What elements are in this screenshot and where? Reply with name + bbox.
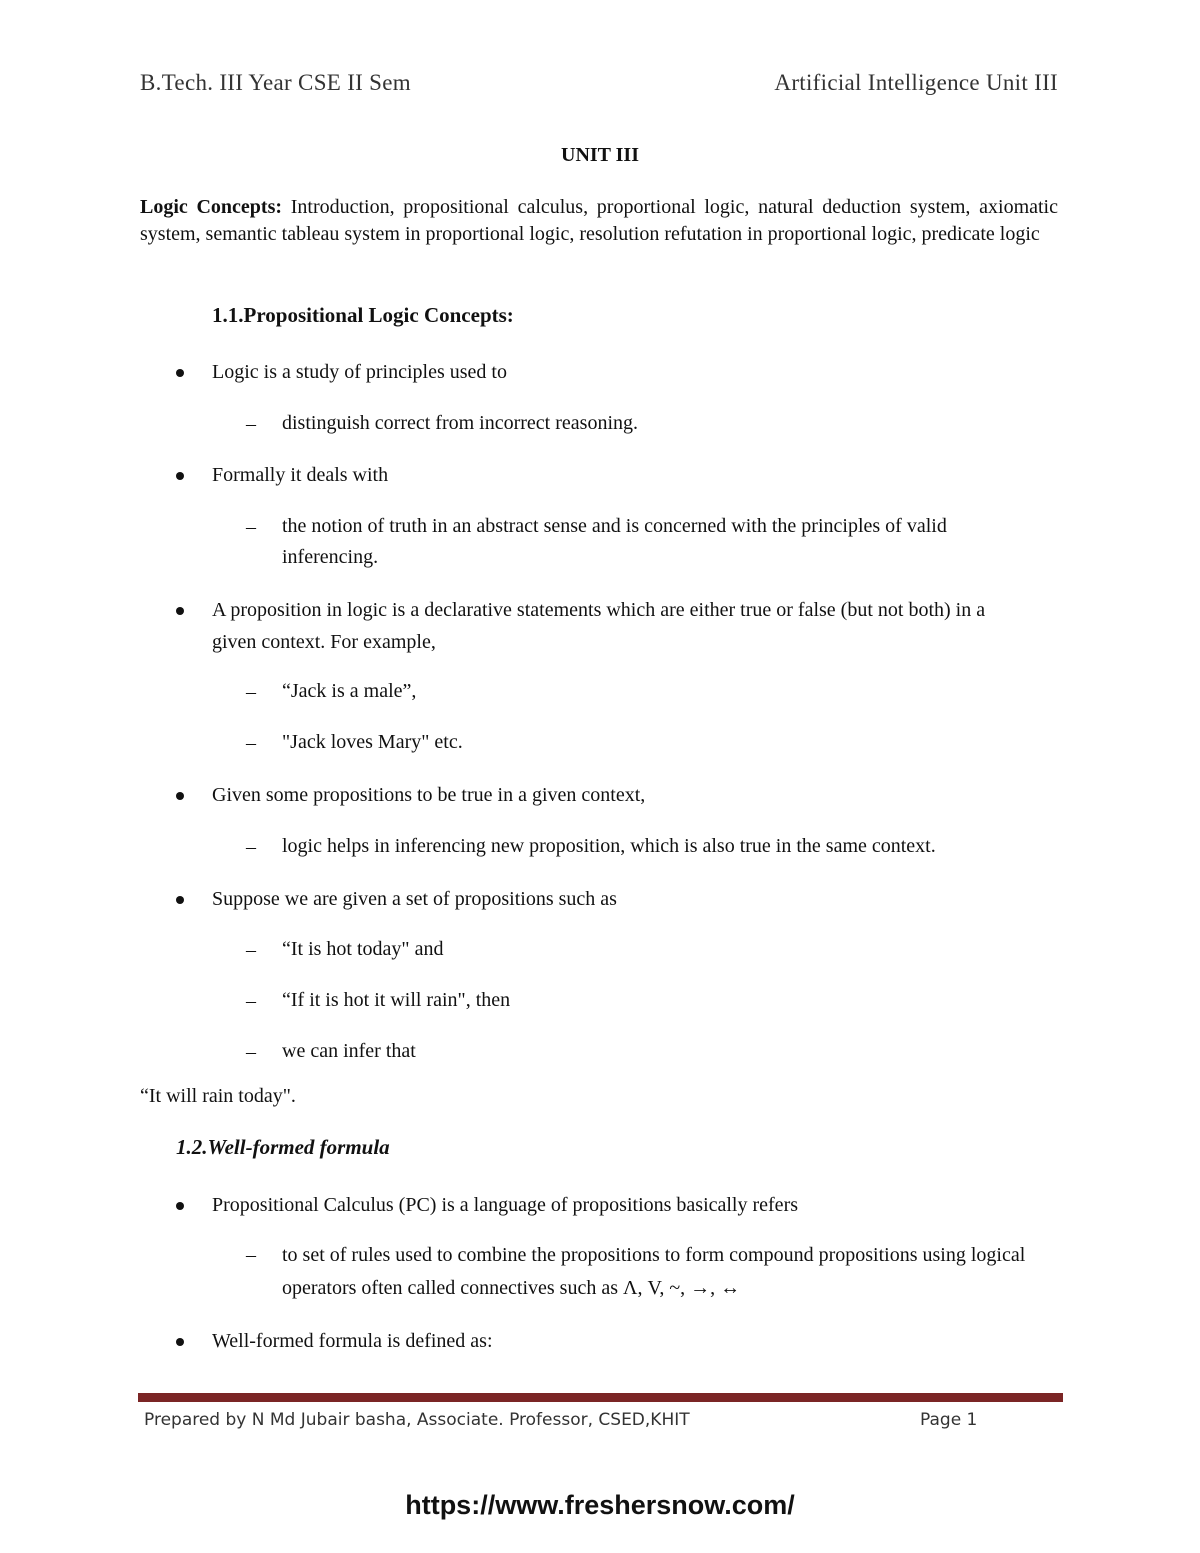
bullet-icon xyxy=(176,1202,184,1210)
sub-item-text: “Jack is a male”, xyxy=(282,680,417,702)
dash-icon: – xyxy=(246,836,256,858)
sub-item-text: “If it is hot it will rain", then xyxy=(282,989,511,1011)
intro-paragraph xyxy=(140,194,1058,248)
header-course: B.Tech. III Year CSE II Sem xyxy=(140,70,411,95)
dash-icon: – xyxy=(246,939,256,961)
sub-item-text: "Jack loves Mary" etc. xyxy=(282,731,463,753)
dash-icon: – xyxy=(246,516,256,538)
sub-item-text: logic helps in inferencing new proposition, which is also true in the same context. xyxy=(282,835,936,857)
bullet-text: Well-formed formula is defined as: xyxy=(212,1330,493,1352)
dash-icon: – xyxy=(246,1041,256,1063)
intro-text: Introduction, propositional calculus, proportional logic, natural deduction system, axiomatic system, semantic tableau system in proportional logic, resolution refutation in proportional logic, predicate logic xyxy=(140,196,1058,245)
bullet-icon xyxy=(176,792,184,800)
conclusion-text: “It will rain today". xyxy=(140,1085,296,1107)
dash-icon: – xyxy=(246,732,256,754)
bullet-icon xyxy=(176,896,184,904)
bullet-text: Logic is a study of principles used to xyxy=(212,361,507,383)
sub-item-text: “It is hot today" and xyxy=(282,938,444,960)
page-number: Page 1 xyxy=(920,1410,978,1430)
section-heading-propositional-logic: 1.1.Propositional Logic Concepts: xyxy=(212,303,514,327)
dash-icon: – xyxy=(246,681,256,703)
bullet-icon xyxy=(176,607,184,615)
sub-item-text: to set of rules used to combine the propositions to form compound propositions using logical operators often called connectives such as Λ, V, ~, →, ↔ xyxy=(282,1244,1026,1299)
bullet-text: Formally it deals with xyxy=(212,464,389,486)
sub-item-text: the notion of truth in an abstract sense and is concerned with the principles of valid inferencing. xyxy=(282,515,947,568)
intro-label: Logic Concepts: xyxy=(140,196,283,218)
sub-item-text: we can infer that xyxy=(282,1040,416,1062)
bullet-text: Given some propositions to be true in a given context, xyxy=(212,784,646,806)
sub-item-text: distinguish correct from incorrect reasoning. xyxy=(282,412,638,434)
bullet-icon xyxy=(176,369,184,377)
bullet-icon xyxy=(176,1338,184,1346)
bullet-icon xyxy=(176,472,184,480)
header-subject: Artificial Intelligence Unit III xyxy=(774,70,1058,95)
dash-icon: – xyxy=(246,413,256,435)
section-heading-well-formed-formula: 1.2.Well-formed formula xyxy=(176,1135,390,1159)
watermark-link[interactable]: https://www.freshersnow.com/ xyxy=(405,1490,795,1520)
bullet-text: Suppose we are given a set of propositions such as xyxy=(212,888,617,910)
dash-icon: – xyxy=(246,1244,256,1266)
bullet-text: A proposition in logic is a declarative statements which are either true or false (but not both) in a given context. For example, xyxy=(212,599,986,653)
dash-icon: – xyxy=(246,990,256,1012)
bullet-text: Propositional Calculus (PC) is a language of propositions basically refers xyxy=(212,1194,799,1216)
footer-author: Prepared by N Md Jubair basha, Associate. Professor, CSED,KHIT xyxy=(144,1410,690,1430)
footer-divider xyxy=(138,1393,1063,1402)
unit-title: UNIT III xyxy=(561,144,639,166)
